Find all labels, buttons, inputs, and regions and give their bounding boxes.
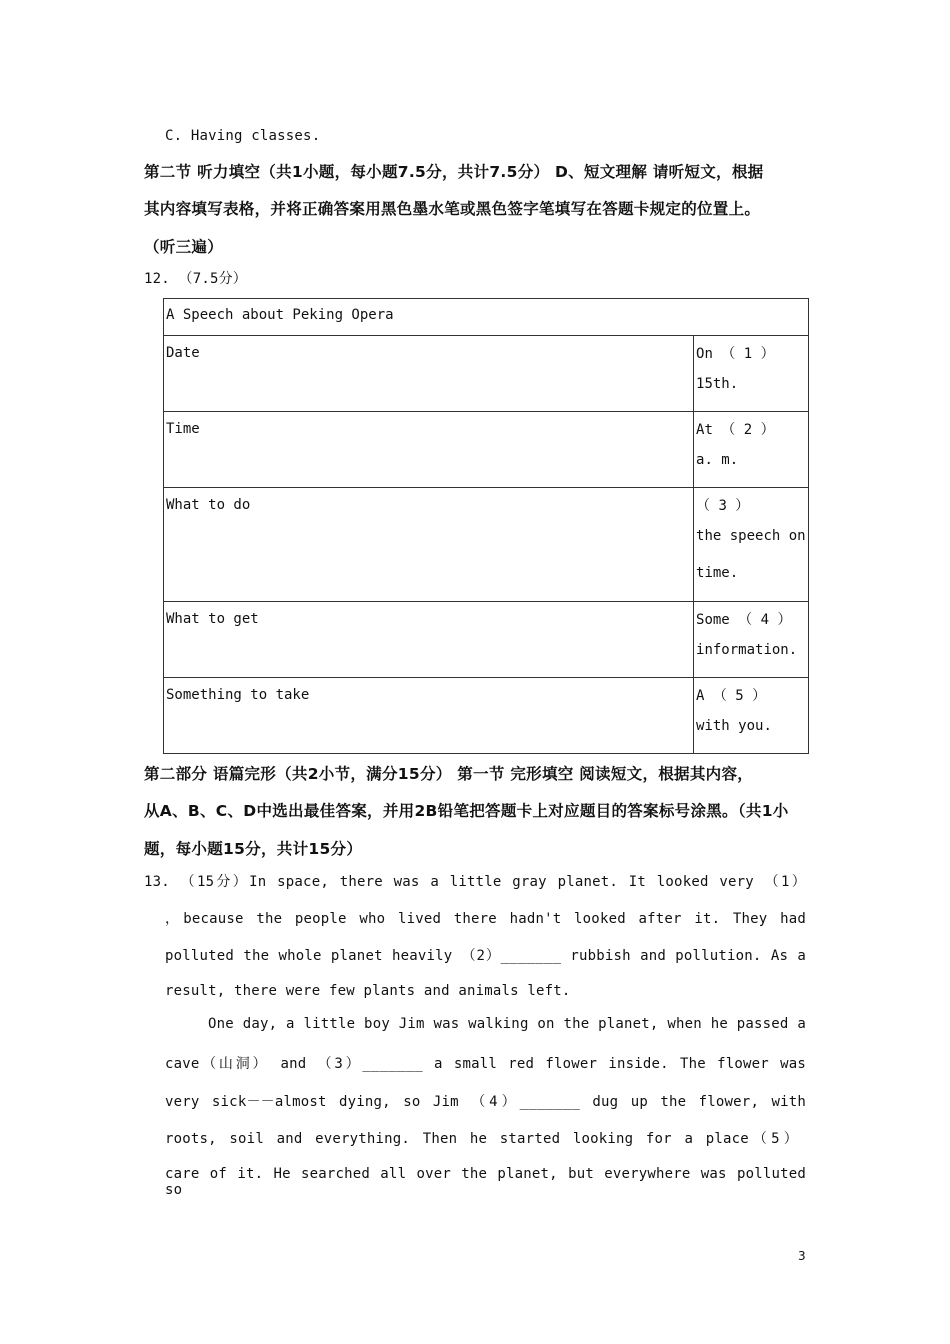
passage-line: result, there were few plants and animals left.	[165, 983, 571, 999]
table-row	[164, 488, 809, 602]
table-title-row	[164, 299, 809, 336]
passage-line: One day, a little boy Jim was walking on the planet, when he passed a	[208, 1016, 806, 1032]
value-line: On （ 1 ）	[696, 346, 775, 362]
row-label-time: Time	[164, 412, 694, 488]
passage-line: cave（山洞） and （3）_______ a small red flower inside. The flower was	[165, 1056, 806, 1072]
passage-line: roots, soil and everything. Then he started looking for a place（5）	[165, 1131, 798, 1147]
value-line: A （ 5 ）	[696, 688, 767, 704]
passage-line: polluted the whole planet heavily （2）_______ rubbish and pollution. As a	[165, 948, 806, 964]
value-line: a. m.	[696, 452, 739, 468]
passage-line: 13. （15分）In space, there was a little gray planet. It looked very （1）	[144, 874, 806, 890]
part2-instruction-line1: 第二部分 语篇完形（共2小节，满分15分） 第一节 完形填空 阅读短文，根据其内容，	[144, 765, 754, 783]
value-line: with you.	[696, 718, 772, 734]
value-line: the speech on	[696, 528, 806, 544]
speech-info-table	[163, 298, 809, 754]
row-value-what-to-get	[694, 602, 809, 678]
value-line: At （ 2 ）	[696, 422, 775, 438]
row-value-time	[694, 412, 809, 488]
section2-instruction-line2: 其内容填写表格，并将正确答案用黑色墨水笔或黑色签字笔填写在答题卡规定的位置上。	[144, 200, 761, 218]
row-label-what-to-do: What to do	[164, 488, 694, 602]
part2-instruction-line3: 题，每小题15分，共计15分）	[144, 840, 363, 858]
value-line: （ 3 ）	[696, 498, 750, 514]
section2-instruction-line1: 第二节 听力填空（共1小题，每小题7.5分，共计7.5分） D、短文理解 请听短文，根据	[144, 163, 764, 181]
section2-instruction-line3: （听三遍）	[144, 238, 224, 256]
question-12-label: 12. （7.5分）	[144, 271, 248, 287]
row-label-date: Date	[164, 336, 694, 412]
option-c: C. Having classes.	[165, 128, 321, 144]
passage-line: ，because the people who lived there hadn't looked after it. They had	[165, 911, 806, 927]
value-line: Some （ 4 ）	[696, 612, 792, 628]
passage-line: very sick－－almost dying, so Jim （4）_______ dug up the flower, with	[165, 1094, 806, 1110]
value-line: 15th.	[696, 376, 739, 392]
row-label-something-to-take: Something to take	[164, 678, 694, 754]
passage-line: care of it. He searched all over the planet, but everywhere was polluted so	[165, 1166, 806, 1198]
page-number: 3	[798, 1249, 806, 1263]
row-value-something-to-take	[694, 678, 809, 754]
table-row	[164, 602, 809, 678]
table-title: A Speech about Peking Opera	[164, 299, 809, 336]
value-line: time.	[696, 565, 739, 581]
table-row	[164, 678, 809, 754]
table-row	[164, 336, 809, 412]
row-value-date	[694, 336, 809, 412]
row-value-what-to-do	[694, 488, 809, 602]
table-row	[164, 412, 809, 488]
row-label-what-to-get: What to get	[164, 602, 694, 678]
value-line: information.	[696, 642, 798, 658]
part2-instruction-line2: 从A、B、C、D中选出最佳答案，并用2B铅笔把答题卡上对应题目的答案标号涂黑。（共1小	[144, 802, 789, 820]
